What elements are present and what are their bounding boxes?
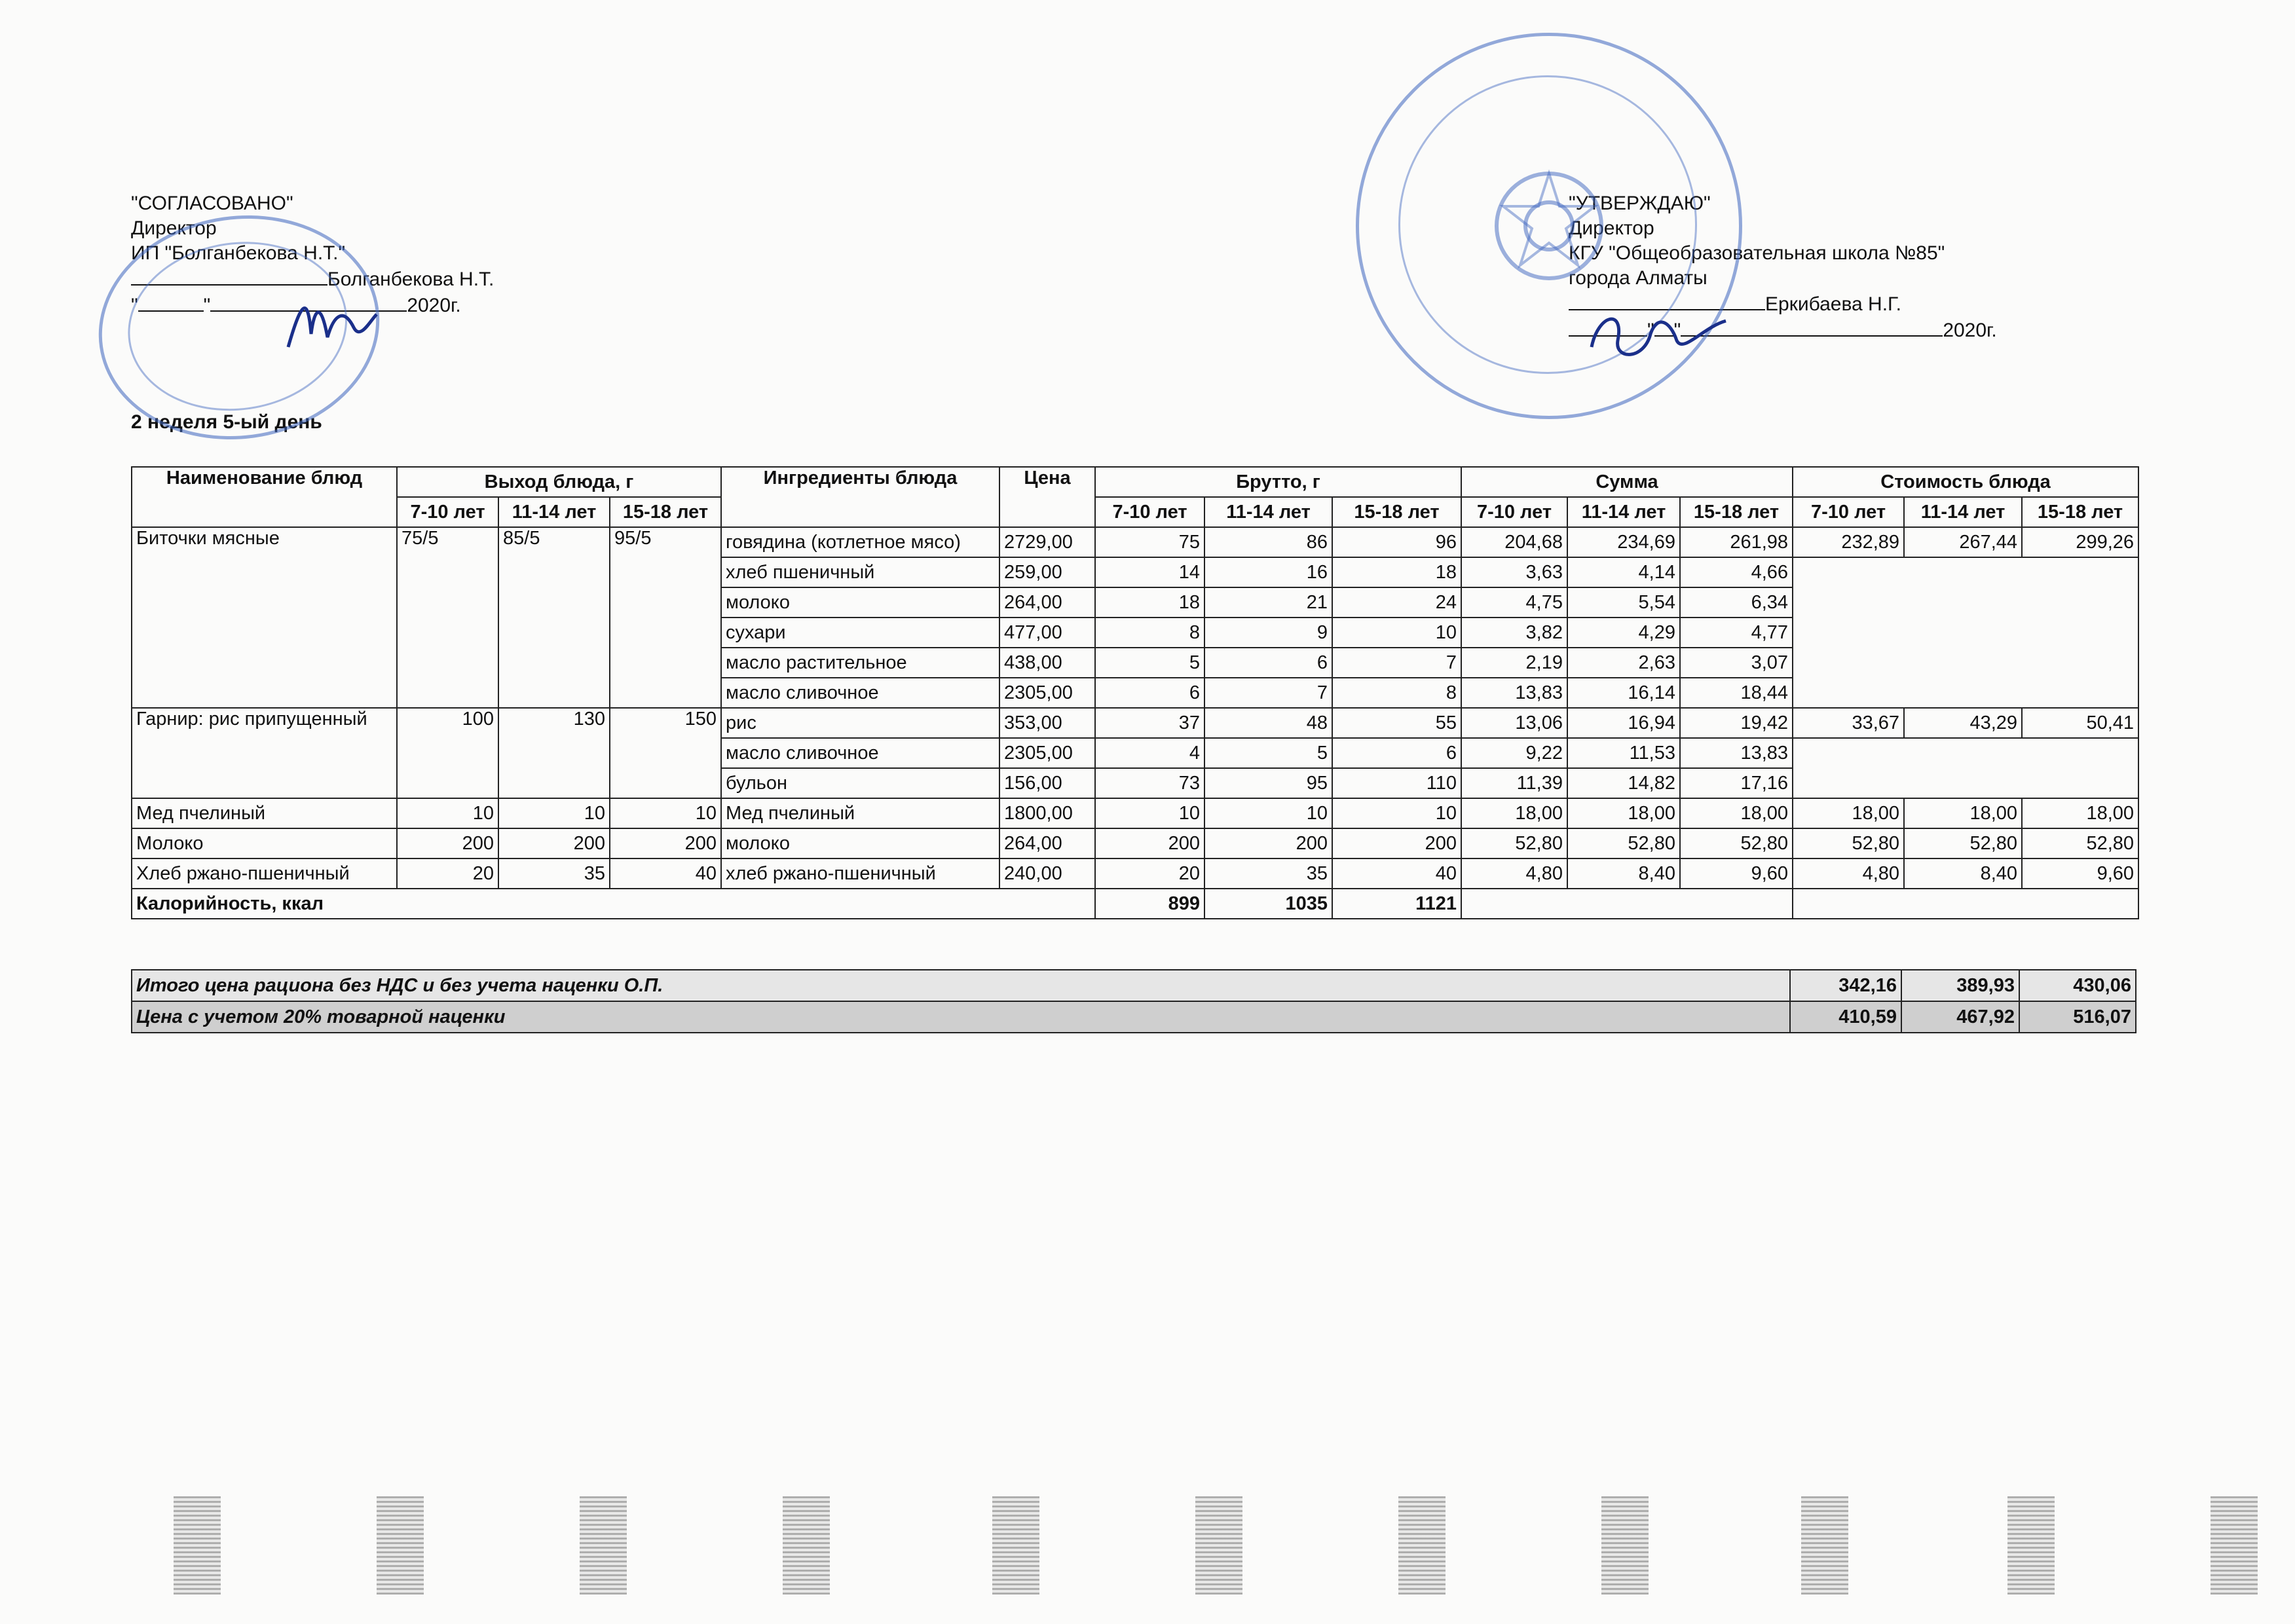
dish-name: Мед пчелиный	[132, 798, 397, 828]
ingredient-price: 2729,00	[999, 527, 1095, 557]
calories-value: 1121	[1332, 889, 1461, 919]
header-sum: Сумма	[1461, 467, 1793, 497]
sum-value: 18,00	[1461, 798, 1567, 828]
total-value: 467,92	[1901, 1001, 2019, 1033]
ingredient-price: 2305,00	[999, 678, 1095, 708]
sum-value: 3,07	[1680, 648, 1793, 678]
header-price: Цена	[999, 467, 1095, 527]
brutto-value: 96	[1332, 527, 1461, 557]
header-age: 7-10 лет	[397, 497, 498, 527]
header-age: 15-18 лет	[1680, 497, 1793, 527]
calories-empty	[1461, 889, 1793, 919]
ingredient-name: хлеб пшеничный	[721, 557, 999, 587]
brutto-value: 6	[1204, 648, 1332, 678]
agreed-label: "СОГЛАСОВАНО"	[131, 193, 293, 214]
left-signer: Болганбекова Н.Т.	[327, 268, 494, 290]
dish-output: 10	[397, 798, 498, 828]
week-day-subtitle: 2 неделя 5-ый день	[131, 411, 322, 433]
sum-value: 9,60	[1680, 858, 1793, 889]
right-city: города Алматы	[1569, 267, 1707, 289]
right-organization: КГУ "Общеобразовательная школа №85"	[1569, 242, 1945, 264]
table-row	[132, 828, 2138, 858]
table-header-row-1	[132, 467, 2138, 497]
right-signature	[1585, 301, 1729, 373]
sum-value: 13,06	[1461, 708, 1567, 738]
table-row	[132, 527, 2138, 557]
ingredient-price: 259,00	[999, 557, 1095, 587]
calories-value: 1035	[1204, 889, 1332, 919]
sum-value: 204,68	[1461, 527, 1567, 557]
brutto-value: 8	[1332, 678, 1461, 708]
brutto-value: 18	[1095, 587, 1204, 618]
brutto-value: 10	[1095, 798, 1204, 828]
sum-value: 11,53	[1567, 738, 1680, 768]
menu-table	[131, 466, 2139, 919]
brutto-value: 86	[1204, 527, 1332, 557]
sum-value: 8,40	[1567, 858, 1680, 889]
dish-cost: 9,60	[2022, 858, 2138, 889]
header-age: 11-14 лет	[498, 497, 610, 527]
binder-mark	[174, 1496, 221, 1595]
dish-cost: 43,29	[1904, 708, 2022, 738]
binder-mark	[2007, 1496, 2055, 1595]
sum-value: 4,80	[1461, 858, 1567, 889]
brutto-value: 7	[1332, 648, 1461, 678]
total-value: 516,07	[2019, 1001, 2136, 1033]
brutto-value: 10	[1332, 618, 1461, 648]
dish-output: 200	[397, 828, 498, 858]
sum-value: 13,83	[1461, 678, 1567, 708]
sum-value: 4,66	[1680, 557, 1793, 587]
brutto-value: 20	[1095, 858, 1204, 889]
sum-value: 4,14	[1567, 557, 1680, 587]
binder-mark	[2211, 1496, 2258, 1595]
sum-value: 18,00	[1680, 798, 1793, 828]
table-row	[132, 858, 2138, 889]
binder-mark	[1601, 1496, 1649, 1595]
ingredient-price: 156,00	[999, 768, 1095, 798]
sum-value: 4,77	[1680, 618, 1793, 648]
ingredient-name: масло сливочное	[721, 678, 999, 708]
left-signature	[282, 288, 380, 360]
header-output: Выход блюда, г	[397, 467, 721, 497]
dish-cost: 18,00	[1793, 798, 1904, 828]
ingredient-price: 1800,00	[999, 798, 1095, 828]
brutto-value: 200	[1095, 828, 1204, 858]
dish-output: 200	[610, 828, 721, 858]
dish-output: 200	[498, 828, 610, 858]
calories-label: Калорийность, ккал	[132, 889, 1095, 919]
dish-cost: 8,40	[1904, 858, 2022, 889]
ingredient-price: 477,00	[999, 618, 1095, 648]
ingredient-price: 2305,00	[999, 738, 1095, 768]
sum-value: 18,00	[1567, 798, 1680, 828]
brutto-value: 4	[1095, 738, 1204, 768]
header-ingredients: Ингредиенты блюда	[721, 467, 999, 527]
left-organization: ИП "Болганбекова Н.Т."	[131, 242, 346, 264]
ingredient-name: молоко	[721, 587, 999, 618]
sum-value: 52,80	[1567, 828, 1680, 858]
dish-name: Биточки мясные	[132, 527, 397, 708]
dish-cost-empty	[1793, 557, 2138, 708]
approved-label: "УТВЕРЖДАЮ"	[1569, 193, 1711, 214]
sum-value: 2,63	[1567, 648, 1680, 678]
sum-value: 11,39	[1461, 768, 1567, 798]
ingredient-price: 264,00	[999, 587, 1095, 618]
brutto-value: 75	[1095, 527, 1204, 557]
binder-mark	[1195, 1496, 1242, 1595]
brutto-value: 7	[1204, 678, 1332, 708]
table-row	[132, 798, 2138, 828]
dish-cost: 52,80	[1904, 828, 2022, 858]
sum-value: 17,16	[1680, 768, 1793, 798]
header-age: 15-18 лет	[610, 497, 721, 527]
sum-value: 4,29	[1567, 618, 1680, 648]
dish-output: 10	[610, 798, 721, 828]
sum-value: 3,82	[1461, 618, 1567, 648]
dish-cost: 4,80	[1793, 858, 1904, 889]
sum-value: 3,63	[1461, 557, 1567, 587]
header-age: 11-14 лет	[1904, 497, 2022, 527]
brutto-value: 18	[1332, 557, 1461, 587]
ingredient-name: масло сливочное	[721, 738, 999, 768]
dish-name: Гарнир: рис припущенный	[132, 708, 397, 798]
sum-value: 2,19	[1461, 648, 1567, 678]
dish-output: 40	[610, 858, 721, 889]
dish-cost: 232,89	[1793, 527, 1904, 557]
brutto-value: 8	[1095, 618, 1204, 648]
total-value: 389,93	[1901, 970, 2019, 1001]
dish-output: 75/5	[397, 527, 498, 708]
ingredient-price: 240,00	[999, 858, 1095, 889]
brutto-value: 16	[1204, 557, 1332, 587]
brutto-value: 110	[1332, 768, 1461, 798]
header-age: 11-14 лет	[1567, 497, 1680, 527]
binder-mark	[377, 1496, 424, 1595]
brutto-value: 35	[1204, 858, 1332, 889]
brutto-value: 200	[1332, 828, 1461, 858]
dish-output: 20	[397, 858, 498, 889]
brutto-value: 6	[1095, 678, 1204, 708]
binder-mark	[580, 1496, 627, 1595]
right-date-line: " " 2020г.	[1569, 317, 1997, 343]
sum-value: 16,94	[1567, 708, 1680, 738]
ingredient-price: 353,00	[999, 708, 1095, 738]
calories-empty	[1793, 889, 2138, 919]
header-dish-name: Наименование блюд	[132, 467, 397, 527]
ingredient-price: 264,00	[999, 828, 1095, 858]
sum-value: 6,34	[1680, 587, 1793, 618]
brutto-value: 10	[1204, 798, 1332, 828]
binder-mark	[1398, 1496, 1446, 1595]
brutto-value: 55	[1332, 708, 1461, 738]
left-position: Директор	[131, 217, 217, 239]
sum-value: 234,69	[1567, 527, 1680, 557]
dish-cost: 50,41	[2022, 708, 2138, 738]
sum-value: 4,75	[1461, 587, 1567, 618]
header-age: 15-18 лет	[2022, 497, 2138, 527]
menu-table-body	[132, 527, 2138, 919]
dish-output: 130	[498, 708, 610, 798]
sum-value: 5,54	[1567, 587, 1680, 618]
total-value: 430,06	[2019, 970, 2136, 1001]
ingredient-name: говядина (котлетное мясо)	[721, 527, 999, 557]
brutto-value: 40	[1332, 858, 1461, 889]
binder-mark	[992, 1496, 1039, 1595]
dish-output: 95/5	[610, 527, 721, 708]
sum-value: 14,82	[1567, 768, 1680, 798]
header-age: 15-18 лет	[1332, 497, 1461, 527]
brutto-value: 5	[1095, 648, 1204, 678]
sum-value: 19,42	[1680, 708, 1793, 738]
sum-value: 9,22	[1461, 738, 1567, 768]
totals-table	[131, 969, 2136, 1033]
dish-cost: 52,80	[2022, 828, 2138, 858]
dish-cost: 33,67	[1793, 708, 1904, 738]
sum-value: 13,83	[1680, 738, 1793, 768]
brutto-value: 24	[1332, 587, 1461, 618]
sum-value: 16,14	[1567, 678, 1680, 708]
sum-value: 18,44	[1680, 678, 1793, 708]
ingredient-name: молоко	[721, 828, 999, 858]
brutto-value: 21	[1204, 587, 1332, 618]
dish-cost: 18,00	[2022, 798, 2138, 828]
header-age: 7-10 лет	[1793, 497, 1904, 527]
sum-value: 52,80	[1461, 828, 1567, 858]
total-label: Цена с учетом 20% товарной наценки	[132, 1001, 1790, 1033]
calories-value: 899	[1095, 889, 1204, 919]
dish-output: 85/5	[498, 527, 610, 708]
header-brutto: Брутто, г	[1095, 467, 1461, 497]
ingredient-name: рис	[721, 708, 999, 738]
table-row	[132, 708, 2138, 738]
ingredient-name: хлеб ржано-пшеничный	[721, 858, 999, 889]
right-position: Директор	[1569, 217, 1654, 239]
left-date-line: " " 2020г.	[131, 292, 494, 318]
calories-row	[132, 889, 2138, 919]
dish-cost: 267,44	[1904, 527, 2022, 557]
ingredient-name: масло растительное	[721, 648, 999, 678]
brutto-value: 5	[1204, 738, 1332, 768]
total-row	[132, 970, 2136, 1001]
brutto-value: 95	[1204, 768, 1332, 798]
brutto-value: 10	[1332, 798, 1461, 828]
table-header-row-2	[132, 497, 2138, 527]
right-date-year: 2020г.	[1943, 320, 1997, 341]
brutto-value: 37	[1095, 708, 1204, 738]
brutto-value: 9	[1204, 618, 1332, 648]
brutto-value: 14	[1095, 557, 1204, 587]
header-age: 7-10 лет	[1461, 497, 1567, 527]
header-age: 7-10 лет	[1095, 497, 1204, 527]
dish-output: 35	[498, 858, 610, 889]
ingredient-name: Мед пчелиный	[721, 798, 999, 828]
binder-mark	[783, 1496, 830, 1595]
dish-cost-empty	[1793, 738, 2138, 798]
dish-cost: 299,26	[2022, 527, 2138, 557]
sum-value: 261,98	[1680, 527, 1793, 557]
brutto-value: 48	[1204, 708, 1332, 738]
dish-name: Хлеб ржано-пшеничный	[132, 858, 397, 889]
total-label: Итого цена рациона без НДС и без учета наценки О.П.	[132, 970, 1790, 1001]
brutto-value: 6	[1332, 738, 1461, 768]
brutto-value: 200	[1204, 828, 1332, 858]
dish-output: 150	[610, 708, 721, 798]
header-age: 11-14 лет	[1204, 497, 1332, 527]
brutto-value: 73	[1095, 768, 1204, 798]
ingredient-name: бульон	[721, 768, 999, 798]
binder-mark	[1801, 1496, 1848, 1595]
total-value: 410,59	[1790, 1001, 1901, 1033]
sum-value: 52,80	[1680, 828, 1793, 858]
dish-cost: 52,80	[1793, 828, 1904, 858]
total-value: 342,16	[1790, 970, 1901, 1001]
dish-output: 10	[498, 798, 610, 828]
right-signer: Еркибаева Н.Г.	[1765, 293, 1901, 315]
total-row	[132, 1001, 2136, 1033]
ingredient-name: сухари	[721, 618, 999, 648]
header-cost: Стоимость блюда	[1793, 467, 2138, 497]
dish-output: 100	[397, 708, 498, 798]
ingredient-price: 438,00	[999, 648, 1095, 678]
dish-cost: 18,00	[1904, 798, 2022, 828]
left-date-year: 2020г.	[407, 295, 461, 316]
dish-name: Молоко	[132, 828, 397, 858]
